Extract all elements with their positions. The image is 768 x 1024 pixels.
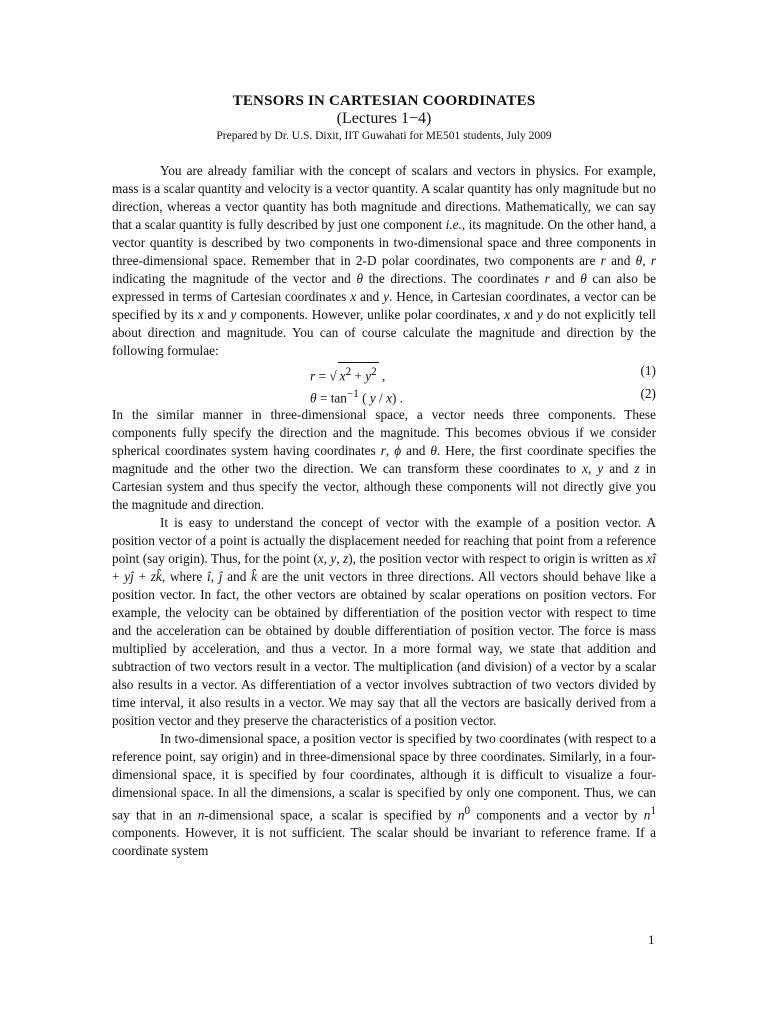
position-vector-expression: xî + yĵ + zk̂ [112,551,656,584]
equation-1 [112,360,656,383]
equation-1-formula: r = √ $x^2 + y^2$ , [310,362,385,385]
page-number: 1 [648,932,655,947]
document-body [112,162,656,860]
lectures-subtitle: (Lectures 1−4) [336,110,432,127]
equation-1-number: (1) [640,363,656,378]
equation-2 [112,383,656,406]
document-header [0,92,768,144]
author-line: Prepared by Dr. U.S. Dixit, IIT Guwahati for ME501 students, July 2009 [216,130,552,142]
equation-2-formula: $\theta = \tan^{-1}$ ( y / x) . [310,388,404,406]
square-root: $x^2 + y^2$ [338,362,379,385]
document-title: TENSORS IN CARTESIAN COORDINATES [232,93,536,109]
paragraph-2: In the similar manner in three-dimensional space, a vector needs three components. These components fully specify the direction and the magnitude. This becomes obvious if we consider spherical coordinates system having coordinates r, ϕ and θ. Here, the first coordinate specifies the magnitude and the other two the direction. We can transform these coordinates to x, y and z in Cartesian system and thus specify the vector, although these components will not directly give you the magnitude and direction. [112,407,656,512]
paragraph-4: In two-dimensional space, a position vector is specified by two coordinates (with respect to a reference point, say origin) and in three-dimensional space by three coordinates. Similarly, in a four-dimensional space, it is specified by four coordinates, although it is difficult to visualize a four-dimensional space. In all the dimensions, a scalar is specified by only one component. Thus, we can say that in an n-dimensional space, a scalar is specified by $n^0$ components and a vector by $n^1$ components. However, it is not sufficient. The scalar should be invariant to reference frame. If a coordinate system [112,731,656,859]
paragraph-1: You are already familiar with the concept of scalars and vectors in physics. For example, mass is a scalar quantity and velocity is a vector quantity. A scalar quantity has only magnitude but no direction, whereas a vector quantity has both magnitude and directions. Mathematically, we can say that a scalar quantity is fully described by just one component i.e., its magnitude. On the other hand, a vector quantity is described by two components in two-dimensional space and three components in three-dimensional space. Remember that in 2-D polar coordinates, two components are r and θ, r indicating the magnitude of the vector and θ the directions. The coordinates r and θ can also be expressed in terms of Cartesian coordinates x and y. Hence, in Cartesian coordinates, a vector can be specified by its x and y components. However, unlike polar coordinates, x and y do not explicitly tell about direction and magnitude. You can of course calculate the magnitude and direction by the following formulae: [112,163,657,358]
paragraph-3: It is easy to understand the concept of vector with the example of a position vector. A position vector of a point is actually the displacement needed for reaching that point from a reference point (say origin). Thus, for the point (x, y, z), the position vector with respect to origin is written as xî + yĵ + zk̂, where î, ĵ and k̂ are the unit vectors in three directions. All vectors should behave like a position vector. In fact, the other vectors are obtained by scalar operations on position vectors. For example, the velocity can be obtained by differentiation of the position vector with respect to time and the acceleration can be obtained by double differentiation of position vector. The force is mass multiplied by acceleration, and thus a vector. In a more formal way, we state that addition and subtraction of two vectors result in a vector. The multiplication (and division) of a vector by a scalar also results in a vector. As differentiation of a vector involves subtraction of two vectors divided by time interval, it also results in a vector. We may say that all the vectors are basically derived from a position vector and they preserve the characteristics of a position vector. [112,515,656,728]
equation-2-number: (2) [640,386,656,401]
